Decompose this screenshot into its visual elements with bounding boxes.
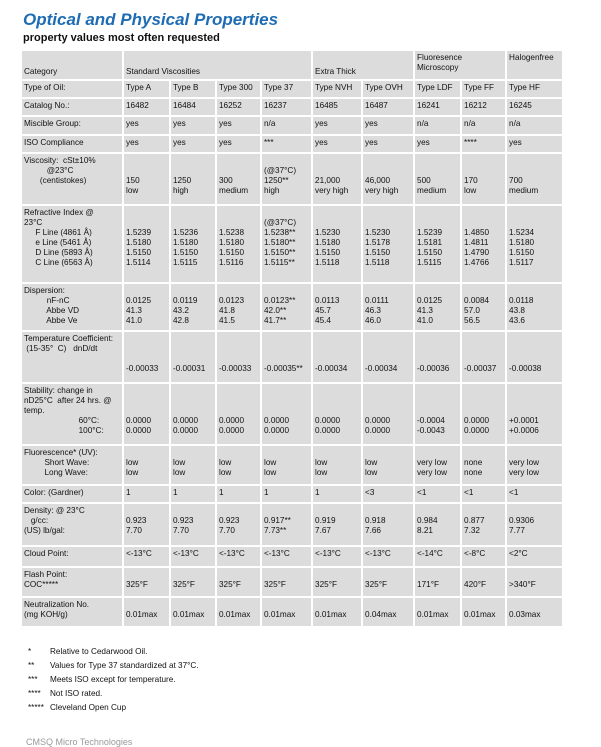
cell-value: 325°F [123, 567, 170, 597]
cell-value: -0.00037 [461, 331, 506, 383]
cell-value: 0.04max [362, 597, 414, 627]
cell-value: 0.0125 41.3 41.0 [123, 283, 170, 331]
row-color [21, 485, 563, 503]
cell-value: 0.0119 43.2 42.8 [170, 283, 216, 331]
cell-value: yes [362, 116, 414, 135]
cell-value: low low [170, 445, 216, 485]
cell-value: <-14°C [414, 546, 461, 567]
row-label: Stability: change in nD25°C after 24 hrs. @ temp. 60°C: 100°C: [21, 383, 123, 445]
cell-value: 300 medium [216, 153, 261, 205]
cell-value: <-13°C [362, 546, 414, 567]
cell-value: 1.5230 1.5178 1.5150 1.5118 [362, 205, 414, 283]
row-label: Color: (Gardner) [21, 485, 123, 503]
cell-value: <1 [506, 485, 563, 503]
cell-value: 1 [170, 485, 216, 503]
cell-value: <1 [461, 485, 506, 503]
cell-value: 1.5230 1.5180 1.5150 1.5118 [312, 205, 362, 283]
footnote-text: Relative to Cedarwood Oil. [50, 647, 148, 656]
cell-value: -0.00034 [362, 331, 414, 383]
cell-value: -0.00034 [312, 331, 362, 383]
cell-value: 0.03max [506, 597, 563, 627]
cell-value: low low [216, 445, 261, 485]
cell-value: 0.01max [261, 597, 312, 627]
cell-value: n/a [261, 116, 312, 135]
row-viscosity [21, 153, 563, 205]
row-density [21, 503, 563, 546]
header-halogenfree: Halogenfree [506, 50, 563, 80]
cell-value: Type B [170, 80, 216, 98]
row-catalog [21, 98, 563, 116]
cell-value: yes [216, 135, 261, 153]
cell-value: n/a [506, 116, 563, 135]
cell-value: 16212 [461, 98, 506, 116]
cell-value: 0.0123 41.8 41.5 [216, 283, 261, 331]
cell-value: 1.5238 1.5180 1.5150 1.5116 [216, 205, 261, 283]
footnote-mark: **** [28, 689, 41, 698]
cell-value: 1 [312, 485, 362, 503]
cell-value: <1 [414, 485, 461, 503]
cell-value: low low [123, 445, 170, 485]
cell-value: none none [461, 445, 506, 485]
cell-value: -0.00033 [123, 331, 170, 383]
cell-value: 500 medium [414, 153, 461, 205]
cell-value: 325°F [170, 567, 216, 597]
cell-value: -0.00033 [216, 331, 261, 383]
row-fluorescence [21, 445, 563, 485]
cell-value: -0.00035** [261, 331, 312, 383]
footnotes [28, 645, 199, 715]
footnote-text: Meets ISO except for temperature. [50, 675, 176, 684]
footnote-text: Not ISO rated. [50, 689, 103, 698]
header-extra-thick: Extra Thick [312, 50, 414, 80]
row-iso [21, 135, 563, 153]
cell-value: -0.0004 -0.0043 [414, 383, 461, 445]
cell-value: 21,000 very high [312, 153, 362, 205]
cell-value: -0.00031 [170, 331, 216, 383]
footnote [28, 645, 199, 659]
properties-table [20, 49, 564, 628]
cell-value: yes [123, 116, 170, 135]
cell-value: 325°F [312, 567, 362, 597]
cell-value: 170 low [461, 153, 506, 205]
row-label: Cloud Point: [21, 546, 123, 567]
cell-value: 325°F [216, 567, 261, 597]
cell-value: yes [312, 116, 362, 135]
cell-value: (@37°C) 1250** high [261, 153, 312, 205]
cell-value: 0.01max [123, 597, 170, 627]
page-subtitle: property values most often requested [23, 32, 220, 44]
cell-value: low low [261, 445, 312, 485]
cell-value: 0.0118 43.8 43.6 [506, 283, 563, 331]
cell-value: 0.01max [216, 597, 261, 627]
cell-value: <2°C [506, 546, 563, 567]
cell-value: Type OVH [362, 80, 414, 98]
row-label: Viscosity: cSt±10% @23°C (centistokes) [21, 153, 123, 205]
cell-value: 150 low [123, 153, 170, 205]
cell-value: <3 [362, 485, 414, 503]
cell-value: 16484 [170, 98, 216, 116]
footnote [28, 687, 199, 701]
row-dispersion [21, 283, 563, 331]
cell-value: 0.0123** 42.0** 41.7** [261, 283, 312, 331]
cell-value: n/a [461, 116, 506, 135]
cell-value: 1.5239 1.5181 1.5150 1.5115 [414, 205, 461, 283]
cell-value: 0.0000 0.0000 [216, 383, 261, 445]
row-refractive [21, 205, 563, 283]
row-stability [21, 383, 563, 445]
cell-value: yes [414, 135, 461, 153]
footnote-mark: * [28, 647, 32, 656]
footnote-mark: ***** [28, 703, 44, 712]
footnote [28, 659, 199, 673]
cell-value: 420°F [461, 567, 506, 597]
cell-value: low low [362, 445, 414, 485]
cell-value: 46,000 very high [362, 153, 414, 205]
cell-value: 0.0000 0.0000 [461, 383, 506, 445]
row-label: ISO Compliance [21, 135, 123, 153]
row-label: Catalog No.: [21, 98, 123, 116]
row-flash [21, 567, 563, 597]
row-neutral [21, 597, 563, 627]
cell-value: 0.0113 45.7 45.4 [312, 283, 362, 331]
cell-value: yes [312, 135, 362, 153]
cell-value: +0.0001 +0.0006 [506, 383, 563, 445]
cell-value: 16487 [362, 98, 414, 116]
cell-value: very low very low [506, 445, 563, 485]
cell-value: yes [123, 135, 170, 153]
row-label: Miscible Group: [21, 116, 123, 135]
cell-value: <-8°C [461, 546, 506, 567]
cell-value: 16485 [312, 98, 362, 116]
cell-value: 0.0111 46.3 46.0 [362, 283, 414, 331]
cell-value: <-13°C [216, 546, 261, 567]
cell-value: 0.01max [414, 597, 461, 627]
header-fluorescence-microscopy: Fluoresence Microscopy [414, 50, 506, 80]
cell-value: 0.923 7.70 [170, 503, 216, 546]
cell-value: 325°F [362, 567, 414, 597]
row-type [21, 80, 563, 98]
cell-value: 1 [261, 485, 312, 503]
cell-value: 325°F [261, 567, 312, 597]
cell-value: yes [362, 135, 414, 153]
cell-value: 0.0000 0.0000 [261, 383, 312, 445]
cell-value: <-13°C [312, 546, 362, 567]
cell-value: Type HF [506, 80, 563, 98]
cell-value: Type A [123, 80, 170, 98]
row-label: Type of Oil: [21, 80, 123, 98]
cell-value: -0.00036 [414, 331, 461, 383]
cell-value: 0.0000 0.0000 [362, 383, 414, 445]
cell-value: >340°F [506, 567, 563, 597]
company-footer: CMSQ Micro Technologies [26, 737, 133, 747]
cell-value: 0.917** 7.73** [261, 503, 312, 546]
cell-value: 0.01max [312, 597, 362, 627]
cell-value: *** [261, 135, 312, 153]
cell-value: **** [461, 135, 506, 153]
cell-value: 0.0000 0.0000 [123, 383, 170, 445]
row-label: Temperature Coefficient: (15-35° C) dnD/dt [21, 331, 123, 383]
cell-value: 1.4850 1.4811 1.4790 1.4766 [461, 205, 506, 283]
cell-value: 1 [123, 485, 170, 503]
cell-value: Type NVH [312, 80, 362, 98]
cell-value: yes [170, 135, 216, 153]
cell-value: 0.923 7.70 [216, 503, 261, 546]
footnote-mark: ** [28, 661, 35, 670]
header-standard-viscosities: Standard Viscosities [123, 50, 312, 80]
cell-value: Type 300 [216, 80, 261, 98]
cell-value: 700 medium [506, 153, 563, 205]
row-label: Density: @ 23°C g/cc: (US) lb/gal: [21, 503, 123, 546]
footnote [28, 673, 199, 687]
cell-value: 171°F [414, 567, 461, 597]
row-label: Neutralization No. (mg KOH/g) [21, 597, 123, 627]
footnote-mark: *** [28, 675, 38, 684]
cell-value: 0.0125 41.3 41.0 [414, 283, 461, 331]
cell-value: 1250 high [170, 153, 216, 205]
cell-value: 0.918 7.66 [362, 503, 414, 546]
cell-value: yes [170, 116, 216, 135]
cell-value: Type LDF [414, 80, 461, 98]
cell-value: 0.877 7.32 [461, 503, 506, 546]
row-miscible [21, 116, 563, 135]
cell-value: 16237 [261, 98, 312, 116]
cell-value: 0.0000 0.0000 [170, 383, 216, 445]
cell-value: 1.5234 1.5180 1.5150 1.5117 [506, 205, 563, 283]
cell-value: 16241 [414, 98, 461, 116]
cell-value: -0.00038 [506, 331, 563, 383]
row-label: Dispersion: nF-nC Abbe VD Abbe Ve [21, 283, 123, 331]
cell-value: n/a [414, 116, 461, 135]
cell-value: yes [506, 135, 563, 153]
cell-value: 1 [216, 485, 261, 503]
cell-value: very low very low [414, 445, 461, 485]
cell-value: <-13°C [170, 546, 216, 567]
footnote-text: Values for Type 37 standardized at 37°C. [50, 661, 199, 670]
cell-value: 0.0084 57.0 56.5 [461, 283, 506, 331]
cell-value: 0.919 7.67 [312, 503, 362, 546]
cell-value: 1.5239 1.5180 1.5150 1.5114 [123, 205, 170, 283]
page-title: Optical and Physical Properties [23, 10, 279, 29]
cell-value: 16245 [506, 98, 563, 116]
cell-value: 0.0000 0.0000 [312, 383, 362, 445]
cell-value: <-13°C [261, 546, 312, 567]
row-tempcoef [21, 331, 563, 383]
cell-value: Type FF [461, 80, 506, 98]
row-cloud [21, 546, 563, 567]
footnote [28, 701, 199, 715]
cell-value: 0.984 8.21 [414, 503, 461, 546]
cell-value: 16482 [123, 98, 170, 116]
cell-value: <-13°C [123, 546, 170, 567]
cell-value: 0.9306 7.77 [506, 503, 563, 546]
cell-value: low low [312, 445, 362, 485]
footnote-text: Cleveland Open Cup [50, 703, 127, 712]
cell-value: 0.01max [461, 597, 506, 627]
row-label: Refractive Index @ 23°C F Line (4861 Å) e Line (5461 Å) D Line (5893 Å) C Line (6563 Å) [21, 205, 123, 283]
header-category: Category [21, 50, 123, 80]
cell-value: 0.01max [170, 597, 216, 627]
cell-value: (@37°C) 1.5238** 1.5180** 1.5150** 1.5115** [261, 205, 312, 283]
row-label: Fluorescence* (UV): Short Wave: Long Wave: [21, 445, 123, 485]
cell-value: Type 37 [261, 80, 312, 98]
cell-value: yes [216, 116, 261, 135]
row-label: Flash Point: COC***** [21, 567, 123, 597]
cell-value: 1.5236 1.5180 1.5150 1.5115 [170, 205, 216, 283]
cell-value: 16252 [216, 98, 261, 116]
cell-value: 0.923 7.70 [123, 503, 170, 546]
